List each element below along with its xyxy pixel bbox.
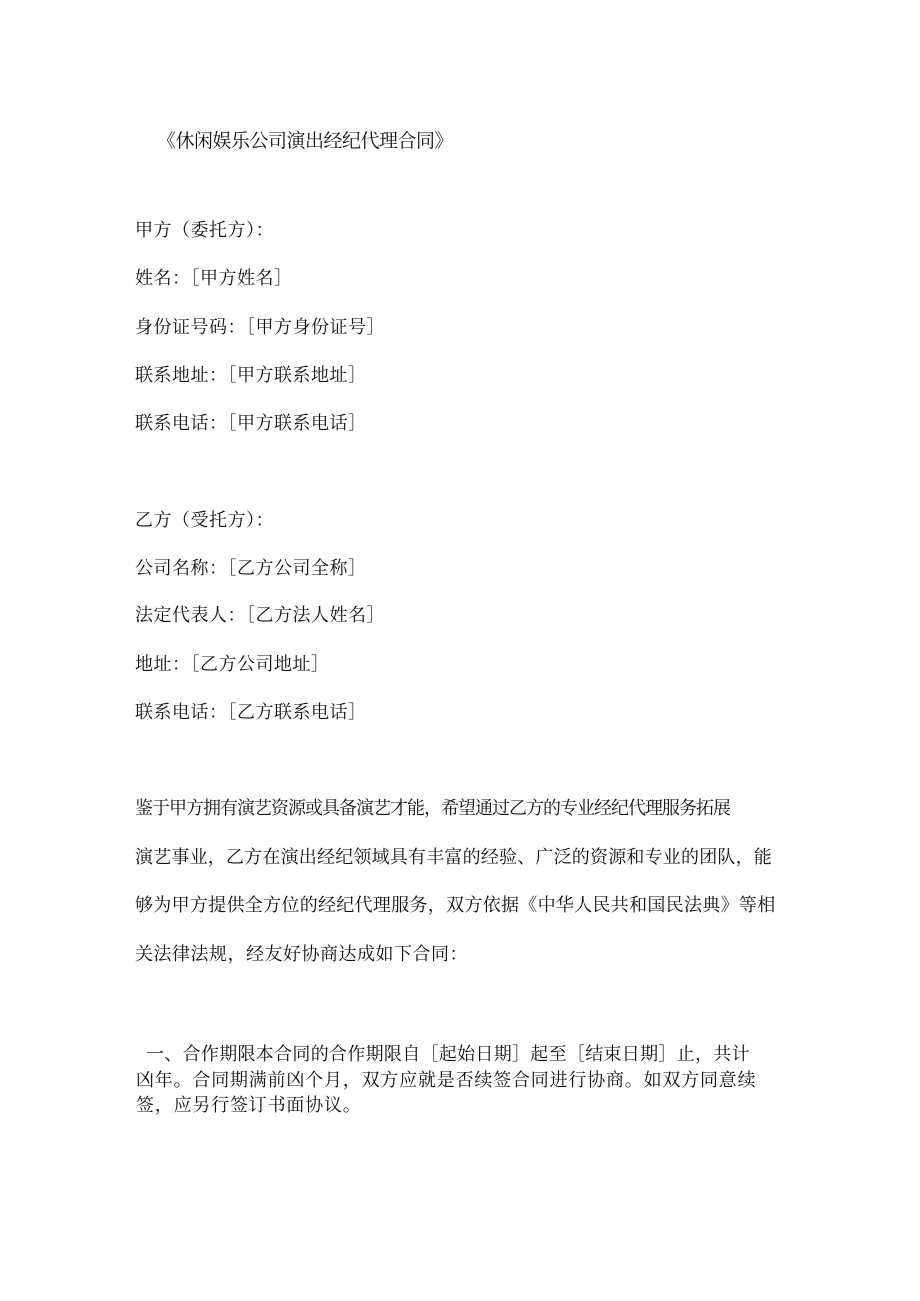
clause-1-line: 一、合作期限本合同的合作期限自［起始日期］起至［结束日期］止，共计 xyxy=(146,1044,750,1065)
party-b-phone: 联系电话：［乙方联系电话］ xyxy=(135,702,367,723)
party-a-name: 姓名：［甲方姓名］ xyxy=(135,268,293,289)
party-a-phone: 联系电话：［甲方联系电话］ xyxy=(135,413,367,434)
preamble-line: 演艺事业，乙方在演出经纪领域具有丰富的经验、广泛的资源和专业的团队，能 xyxy=(135,847,772,868)
party-b-legal-rep: 法定代表人：［乙方法人姓名］ xyxy=(135,605,385,626)
clause-1-line: 签，应另行签订书面协议。 xyxy=(136,1095,362,1116)
preamble-line: 关法律法规，经友好协商达成如下合同： xyxy=(135,944,468,965)
party-b-heading: 乙方（受托方）： xyxy=(135,510,274,531)
party-a-address: 联系地址：［甲方联系地址］ xyxy=(135,365,367,386)
party-b-company-name: 公司名称：［乙方公司全称］ xyxy=(135,558,367,579)
party-a-heading: 甲方（委托方）： xyxy=(135,220,274,241)
party-a-id-number: 身份证号码：［甲方身份证号］ xyxy=(135,317,385,338)
preamble-line: 鉴于甲方拥有演艺资源或具备演艺才能，希望通过乙方的专业经纪代理服务拓展 xyxy=(135,798,730,819)
document-title: 《休闲娱乐公司演出经纪代理合同》 xyxy=(157,130,454,152)
clause-1-line: 凶年。合同期满前凶个月，双方应就是否续签合同进行协商。如双方同意续 xyxy=(136,1070,757,1091)
preamble-line: 够为甲方提供全方位的经纪代理服务，双方依据《中华人民共和国民法典》等相 xyxy=(135,895,776,916)
party-b-address: 地址：［乙方公司地址］ xyxy=(135,654,330,675)
